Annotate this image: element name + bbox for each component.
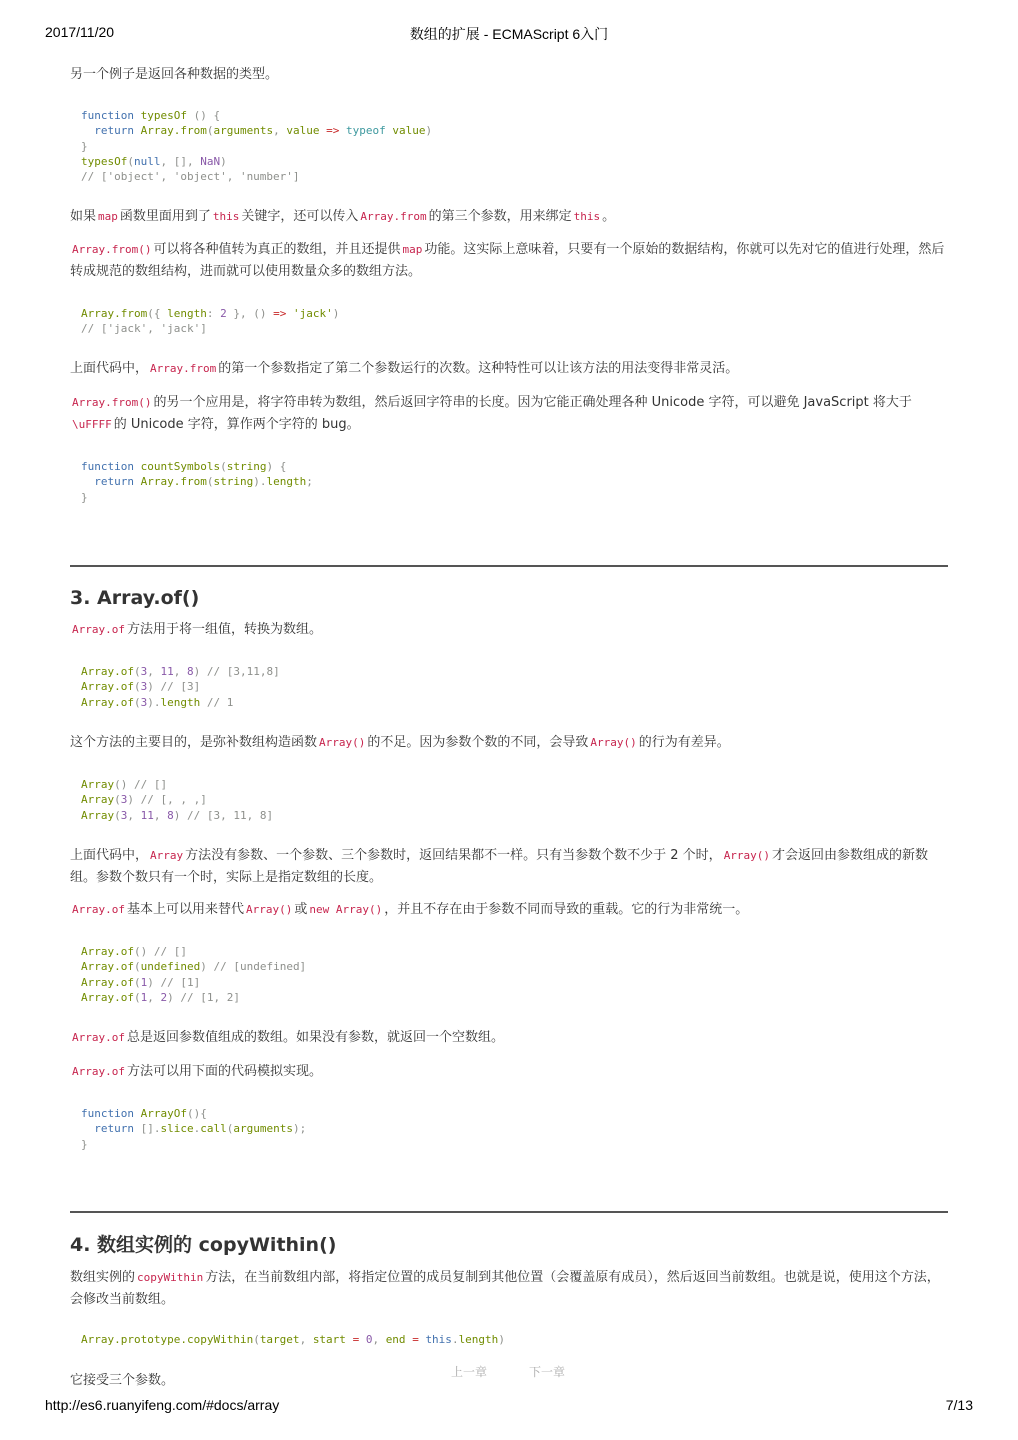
inline-code: Array.of (72, 1065, 125, 1078)
section-divider (70, 1211, 948, 1213)
section-heading-array-of: 3. Array.of() (70, 587, 200, 609)
code-block-typesof: function typesOf () { return Array.from(arguments, value => typeof value) } typesOf(null, [], NaN) // ['object', 'object', 'number'] (81, 109, 433, 184)
inline-code: map (402, 243, 423, 256)
paragraph: Array.of 方法可以用下面的代码模拟实现。 (72, 1064, 322, 1079)
paragraph: 上面代码中， Array 方法没有参数、一个参数、三个参数时，返回结果都不一样。只有当参数个数不少于 2 个时， Array() 才会返回由参数组成的新数组。参数个数只有一个时，实际上是指定数组的长度。 (70, 848, 929, 885)
inline-code: Array() (590, 736, 637, 749)
print-header (45, 24, 973, 42)
page-url: http://es6.ruanyifeng.com/#docs/array (45, 1397, 280, 1413)
paragraph: Array.of 基本上可以用来替代 Array() 或 new Array() ，并且不存在由于参数不同而导致的重载。它的行为非常统一。 (72, 902, 749, 917)
paragraph: 另一个例子是返回各种数据的类型。 (70, 67, 279, 82)
inline-code: Array.from (360, 210, 427, 223)
paragraph: 它接受三个参数。 (70, 1373, 175, 1388)
inline-code: this (573, 210, 601, 223)
chapter-pager (451, 1363, 565, 1380)
page-number: 7/13 (945, 1397, 973, 1413)
paragraph: Array.of 方法用于将一组值，转换为数组。 (72, 622, 322, 637)
section-heading-copywithin: 4. 数组实例的 copyWithin() (70, 1234, 337, 1256)
inline-code: Array() (319, 736, 366, 749)
next-chapter-link[interactable]: 下一章 (529, 1365, 566, 1379)
inline-code: Array.from() (72, 396, 152, 409)
inline-code: map (98, 210, 118, 223)
paragraph: Array.of 总是返回参数值组成的数组。如果没有参数，就返回一个空数组。 (72, 1030, 504, 1045)
print-date: 2017/11/20 (45, 24, 115, 40)
print-footer (45, 1397, 973, 1415)
paragraph: 上面代码中， Array.from 的第一个参数指定了第二个参数运行的次数。这种特性可以让该方法的用法变得非常灵活。 (70, 361, 739, 376)
code-line: function (81, 109, 134, 122)
code-block-array-of: Array.of(3, 11, 8) // [3,11,8] Array.of(3) // [3] Array.of(3).length // 1 (81, 665, 280, 709)
inline-code: Array.from (150, 362, 217, 375)
code-block-array-of-2: Array.of() // [] Array.of(undefined) // [undefined] Array.of(1) // [1] Array.of(1, 2) // [1, 2] (81, 945, 307, 1004)
paragraph: Array.from() 可以将各种值转为真正的数组，并且还提供 map 功能。这实际上意味着，只要有一个原始的数据结构，你就可以先对它的值进行处理，然后转成规范的数组结构，进而就可以使用数量众多的数组方法。 (70, 242, 945, 279)
inline-code: Array.from() (72, 243, 152, 256)
code-block-copywithin: Array.prototype.copyWithin(target, start = 0, end = this.length) (81, 1333, 505, 1346)
inline-code: Array() (723, 849, 771, 862)
section-divider (70, 565, 948, 567)
paragraph: 数组实例的 copyWithin 方法，在当前数组内部，将指定位置的成员复制到其他位置（会覆盖原有成员），然后返回当前数组。也就是说，使用这个方法，会修改当前数组。 (70, 1270, 940, 1307)
paragraph: Array.from() 的另一个应用是，将字符串转为数组，然后返回字符串的长度。因为它能正确处理各种 Unicode 字符，可以避免 JavaScript 将大于\uFFFF 的 Unicode 字符，算作两个字符的 bug。 (72, 395, 912, 432)
code-block-countsymbols: function countSymbols(string) { return Array.from(string).length; } (81, 460, 313, 504)
code-block-arrayof-impl: function ArrayOf(){ return [].slice.call(arguments); } (81, 1107, 307, 1151)
print-title: 数组的扩展 - ECMAScript 6入门 (409, 26, 609, 42)
code-block-array-ctor: Array() // [] Array(3) // [, , ,] Array(3, 11, 8) // [3, 11, 8] (81, 778, 274, 822)
inline-code: \uFFFF (72, 418, 112, 431)
inline-code: copyWithin (137, 1271, 204, 1284)
inline-code: Array.of (72, 1031, 125, 1044)
inline-code: this (212, 210, 240, 223)
code-block-jack: Array.from({ length: 2 }, () => 'jack') // ['jack', 'jack'] (81, 307, 340, 336)
paragraph: 如果 map 函数里面用到了 this 关键字，还可以传入 Array.from 的第三个参数，用来绑定 this 。 (70, 209, 616, 224)
inline-code: Array.of (72, 623, 125, 636)
paragraph: 这个方法的主要目的，是弥补数组构造函数 Array() 的不足。因为参数个数的不同，会导致 Array() 的行为有差异。 (70, 735, 730, 750)
prev-chapter-link[interactable]: 上一章 (451, 1365, 488, 1379)
inline-code: Array.of (72, 903, 125, 916)
inline-code: new Array() (309, 903, 383, 916)
inline-code: Array() (246, 903, 293, 916)
inline-code: Array (150, 849, 184, 862)
